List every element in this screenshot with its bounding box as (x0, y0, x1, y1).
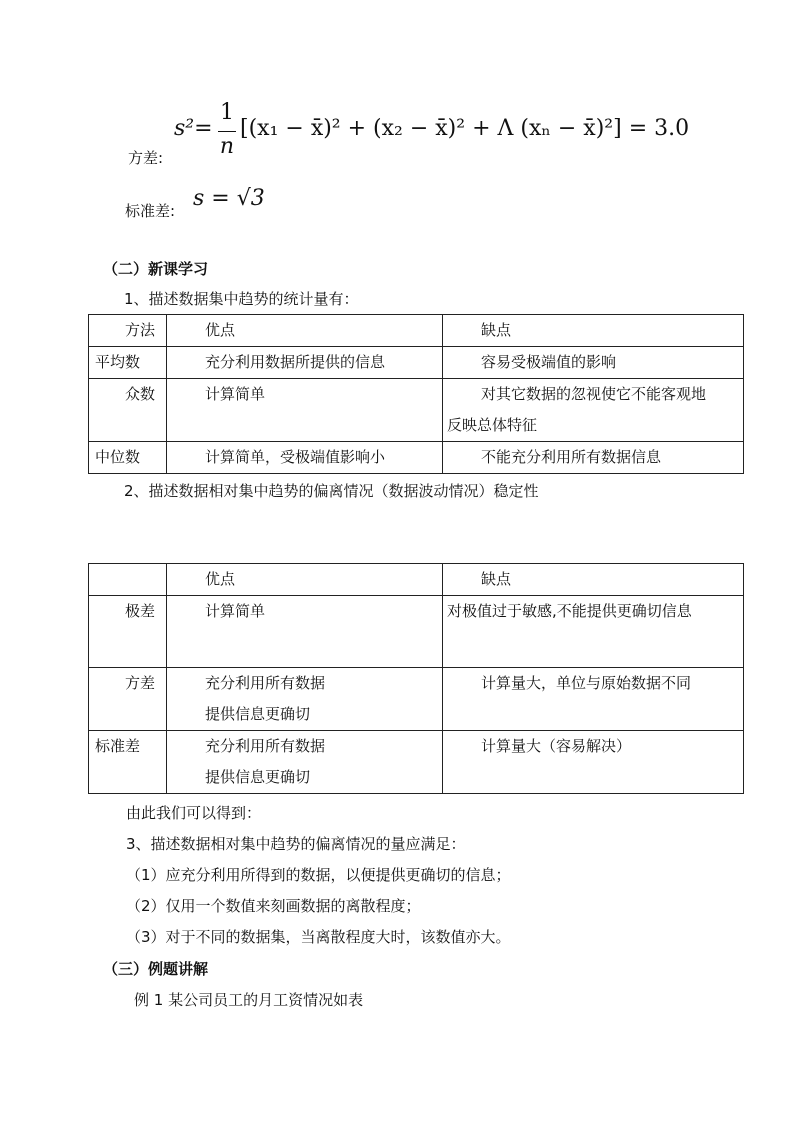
method-cell: 众数 (125, 385, 156, 403)
table-row (89, 731, 744, 794)
advantage-cell: 充分利用所有数据 (205, 737, 326, 755)
table-header-row (89, 564, 744, 596)
requirement-3: （3）对于不同的数据集，当离散程度大时，该数值亦大。 (126, 928, 511, 946)
item-1-text: 1、描述数据集中趋势的统计量有： (124, 290, 359, 308)
advantage-cell: 充分利用数据所提供的信息 (205, 353, 386, 371)
conclusion-text: 由此我们可以得到： (126, 804, 262, 822)
item-2-text: 2、描述数据相对集中趋势的偏离情况（数据波动情况）稳定性 (124, 482, 539, 500)
advantage-cell: 充分利用所有数据 (205, 674, 326, 692)
fraction-numerator: 1 (220, 100, 234, 125)
table-header-row (89, 315, 744, 347)
section-heading-new-lesson: （二）新课学习 (103, 260, 209, 278)
header-disadvantage: 缺点 (481, 570, 512, 588)
disadvantage-cell: 计算量大，单位与原始数据不同 (481, 674, 692, 692)
variance-body: [(x₁ − x̄)² + (x₂ − x̄)² + Λ (xₙ − x̄)²] = 3.0 (240, 116, 690, 141)
section-heading-examples: （三）例题讲解 (103, 960, 209, 978)
disadvantage-cell: 容易受极端值的影响 (481, 353, 617, 371)
dispersion-table (88, 563, 744, 794)
variance-lhs: s²= (174, 116, 213, 141)
fraction-denominator: n (219, 134, 235, 159)
central-tendency-table (88, 314, 744, 474)
item-3-text: 3、描述数据相对集中趋势的偏离情况的量应满足： (126, 835, 466, 853)
disadvantage-cell-continued: 反映总体特征 (447, 416, 538, 434)
advantage-cell-continued: 提供信息更确切 (205, 705, 311, 723)
disadvantage-cell: 不能充分利用所有数据信息 (481, 448, 662, 466)
method-cell: 平均数 (95, 353, 141, 371)
advantage-cell: 计算简单，受极端值影响小 (205, 448, 386, 466)
sd-formula: s = √3 (193, 186, 265, 211)
header-method: 方法 (125, 321, 156, 339)
sd-label: 标准差: (125, 202, 176, 220)
fraction-bar (218, 131, 236, 132)
disadvantage-cell: 对极值过于敏感,不能提供更确切信息 (447, 602, 692, 620)
header-advantage: 优点 (205, 570, 236, 588)
header-advantage: 优点 (205, 321, 236, 339)
measure-cell: 方差 (125, 674, 156, 692)
table-row (89, 442, 744, 474)
table-row (89, 596, 744, 668)
advantage-cell: 计算简单 (205, 385, 266, 403)
measure-cell: 标准差 (95, 737, 141, 755)
table-row (89, 347, 744, 379)
variance-label: 方差: (128, 149, 164, 167)
table-row (89, 379, 744, 442)
disadvantage-cell: 对其它数据的忽视使它不能客观地 (481, 385, 707, 403)
requirement-2: （2）仅用一个数值来刻画数据的离散程度； (126, 897, 421, 915)
header-disadvantage: 缺点 (481, 321, 512, 339)
requirement-1: （1）应充分利用所得到的数据，以便提供更确切的信息； (126, 866, 511, 884)
measure-cell: 极差 (125, 602, 156, 620)
advantage-cell: 计算简单 (205, 602, 266, 620)
advantage-cell-continued: 提供信息更确切 (205, 768, 311, 786)
example-1-text: 例 1 某公司员工的月工资情况如表 (134, 991, 364, 1009)
method-cell: 中位数 (95, 448, 141, 466)
table-row (89, 668, 744, 731)
disadvantage-cell: 计算量大（容易解决） (481, 737, 632, 755)
